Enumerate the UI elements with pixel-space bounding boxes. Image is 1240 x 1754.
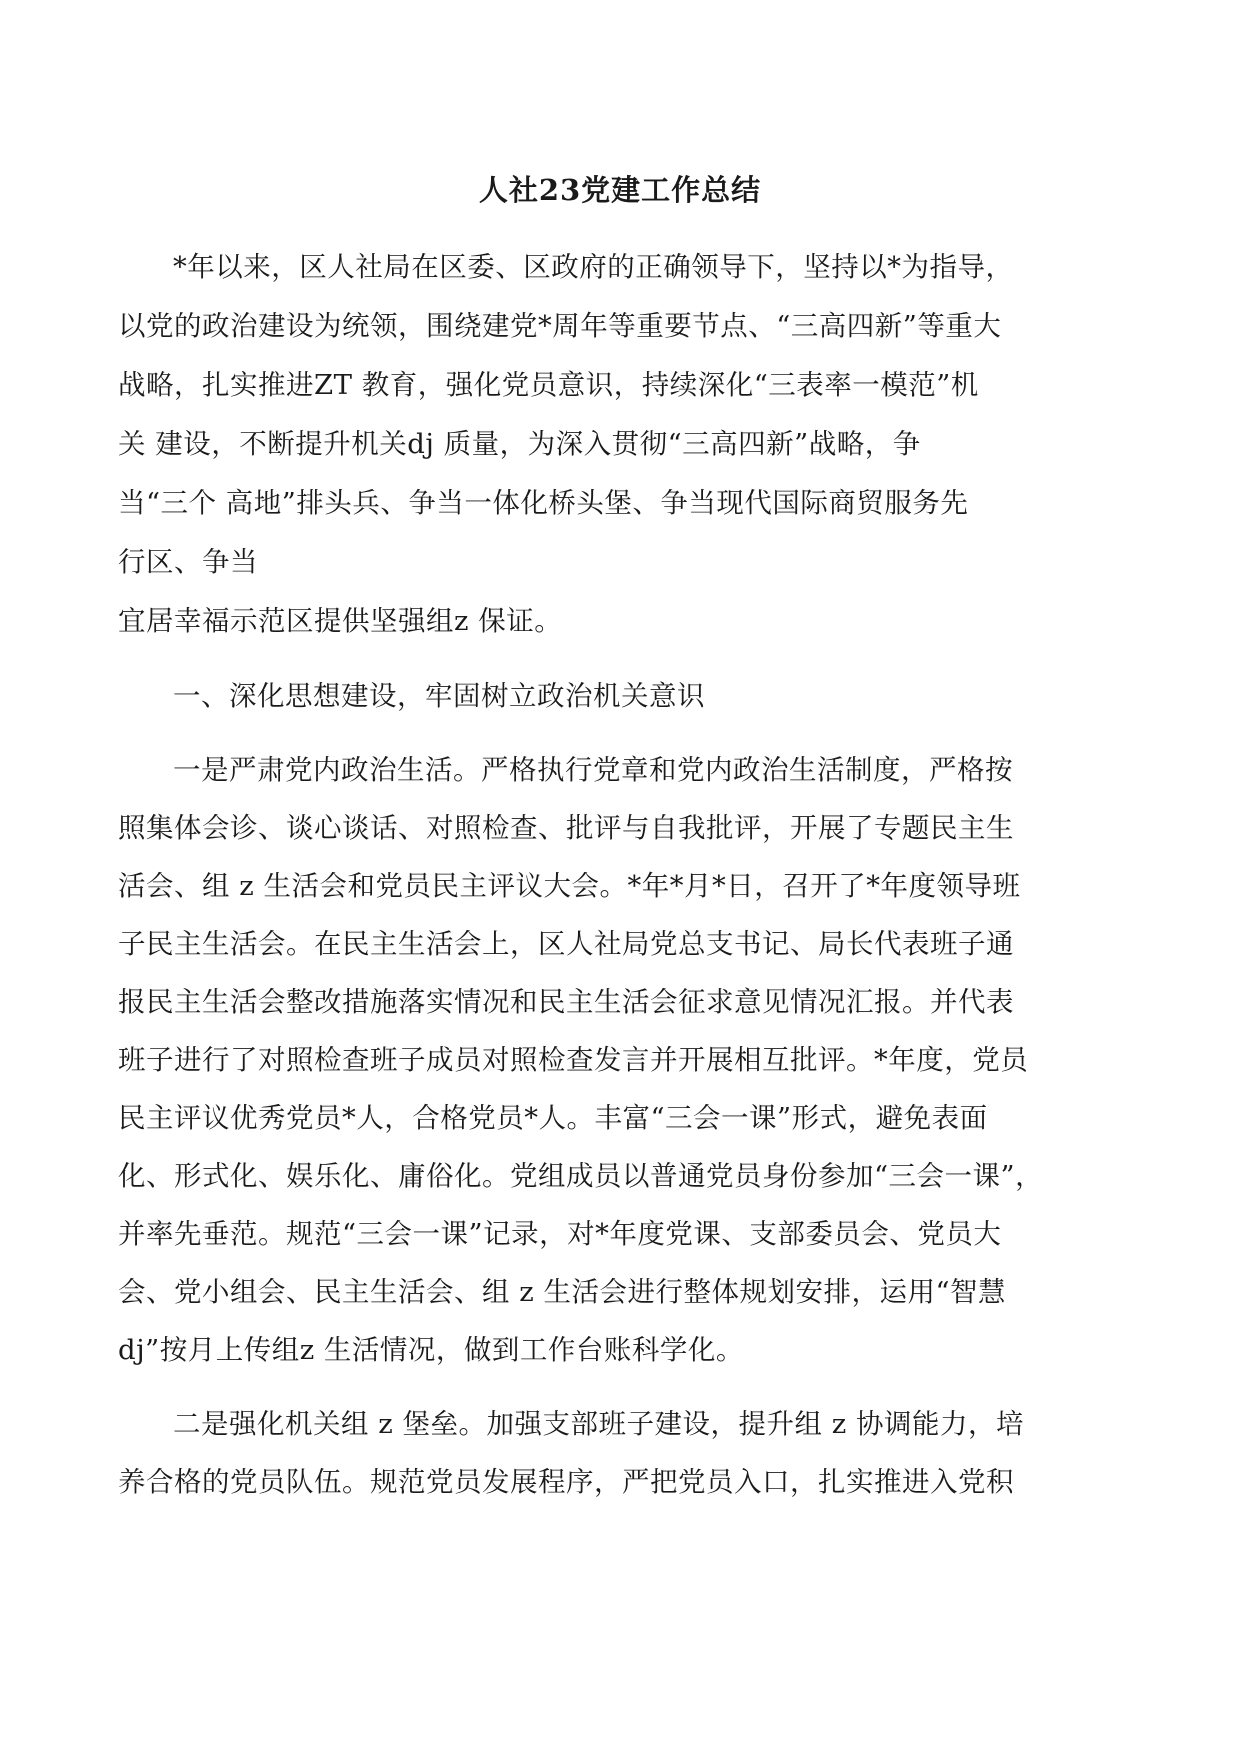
body-paragraph-2 xyxy=(118,1395,1122,1511)
intro-line: *年以来，区人社局在区委、区政府的正确领导下，坚持以*为指导， xyxy=(173,251,1014,283)
document-title: 人社23党建工作总结 xyxy=(478,173,762,207)
paragraph-line: 化、形式化、娱乐化、庸俗化。党组成员以普通党员身份参加“三会一课”， xyxy=(118,1160,1044,1192)
paragraph-line: 会、党小组会、民主生活会、组 z 生活会进行整体规划安排，运用“智慧 xyxy=(118,1276,1007,1308)
paragraph-line: 报民主生活会整改措施落实情况和民主生活会征求意见情况汇报。并代表 xyxy=(118,986,1014,1018)
paragraph-line: 一是严肃党内政治生活。严格执行党章和党内政治生活制度，严格按 xyxy=(173,754,1013,786)
intro-line: 关 建设，不断提升机关dj 质量，为深入贯彻“三高四新”战略，争 xyxy=(118,428,921,460)
document-page xyxy=(118,170,1122,1511)
intro-line: 当“三个 高地”排头兵、争当一体化桥头堡、争当现代国际商贸服务先 xyxy=(118,487,969,519)
intro-line: 宜居幸福示范区提供坚强组z 保证。 xyxy=(118,605,563,637)
intro-paragraph xyxy=(118,238,1122,651)
intro-line: 行区、争当 xyxy=(118,546,258,578)
paragraph-line: 子民主生活会。在民主生活会上，区人社局党总支书记、局长代表班子通 xyxy=(118,928,1014,960)
paragraph-line: dj”按月上传组z 生活情况，做到工作台账科学化。 xyxy=(118,1334,744,1366)
intro-line: 以党的政治建设为统领，围绕建党*周年等重要节点、“三高四新”等重大 xyxy=(118,310,1002,342)
paragraph-line: 照集体会诊、谈心谈话、对照检查、批评与自我批评，开展了专题民主生 xyxy=(118,812,1014,844)
paragraph-line: 二是强化机关组 z 堡垒。加强支部班子建设，提升组 z 协调能力，培 xyxy=(173,1408,1024,1440)
paragraph-line: 班子进行了对照检查班子成员对照检查发言并开展相互批评。*年度，党员 xyxy=(118,1044,1029,1076)
paragraph-line: 活会、组 z 生活会和党员民主评议大会。*年*月*日，召开了*年度领导班 xyxy=(118,870,1021,902)
paragraph-line: 民主评议优秀党员*人，合格党员*人。丰富“三会一课”形式，避免表面 xyxy=(118,1102,988,1134)
paragraph-line: 养合格的党员队伍。规范党员发展程序，严把党员入口，扎实推进入党积 xyxy=(118,1466,1014,1498)
body-paragraph-1 xyxy=(118,741,1122,1379)
section-heading: 一、深化思想建设，牢固树立政治机关意识 xyxy=(173,680,705,712)
paragraph-line: 并率先垂范。规范“三会一课”记录，对*年度党课、支部委员会、党员大 xyxy=(118,1218,1002,1250)
intro-line: 战略，扎实推进ZT 教育，强化党员意识，持续深化“三表率一模范”机 xyxy=(118,369,979,401)
